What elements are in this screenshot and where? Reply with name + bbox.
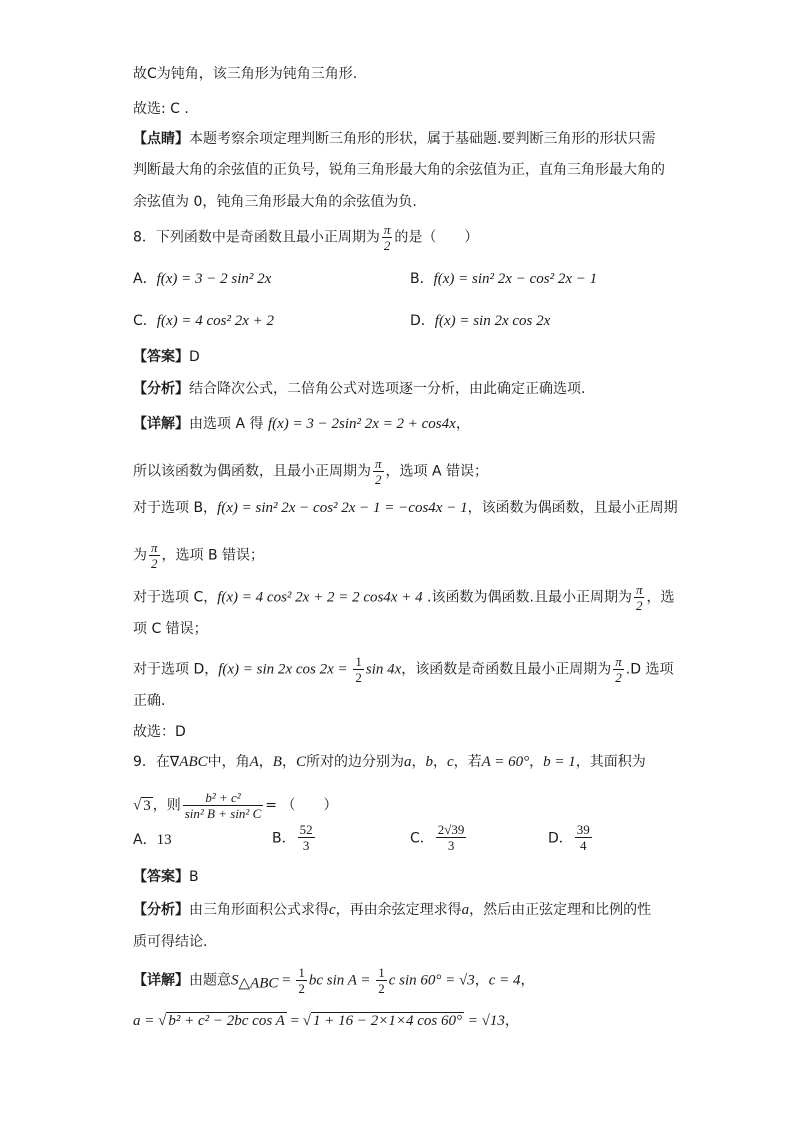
q9-analysis-1: 【分析】由三角形面积公式求得c，再由余弦定理求得a，然后由正弦定理和比例的性	[133, 902, 652, 918]
q9-detail-1: 【详解】由题意$S_{\triangle ABC}$ = $\frac{1}{2}$ bc sin A = $\frac{1}{2}$ c sin 60° = √3，c = 4，	[133, 965, 535, 996]
dianjing-text-1: 本题考察余项定理判断三角形的形状，属于基础题.要判断三角形的形状只需	[189, 131, 656, 147]
q8-option-b: B．f(x) = sin² 2x − cos² 2x − 1	[410, 271, 598, 287]
q9-sqrt-expr-1: √ b² + c² − 2bc cos A	[158, 1013, 285, 1029]
q8-detail-8: 正确.	[133, 693, 166, 709]
q8-detail-4: 为 $\frac{\pi}{2}$ ，选项 B 错误；	[133, 540, 265, 571]
q9-option-c-fraction: $\frac{2√39}{3}$	[437, 822, 465, 853]
q9-half-fraction-1: $\frac{1}{2}$	[298, 965, 305, 996]
q9-stem-1: 9．在∇ABC中，角A，B，C所对的边分别为a，b，c，若A = 60°，b = 1，其面积为	[133, 754, 646, 770]
q9-sqrt3: √ 3	[133, 797, 151, 814]
q8-option-d: D．f(x) = sin 2x cos 2x	[410, 313, 551, 329]
q9-analysis-2: 质可得结论．	[133, 934, 217, 950]
q8-period-fraction: $\frac{\pi}{2}$	[375, 456, 382, 487]
q9-option-c: C． $\frac{2√39}{3}$	[410, 822, 465, 853]
q8-detail-9: 故选：D	[133, 724, 186, 740]
prev-conclusion: 故C为钝角，该三角形为钝角三角形.	[133, 66, 358, 82]
q8-stem	[133, 222, 478, 253]
q8-half-fraction: $\frac{1}{2}$	[355, 654, 362, 685]
q8-period-fraction-d: $\frac{\pi}{2}$	[615, 654, 622, 685]
q8-detail-6: 项 C 错误；	[133, 621, 208, 637]
dianjing-tag: 【点睛】	[133, 131, 189, 147]
q9-main-fraction: $\frac{\text{b² + c²}}{\text{sin² B + sin² C}}$	[184, 790, 262, 821]
dianjing-line-1	[133, 129, 655, 149]
q8-answer: 【答案】D	[133, 349, 200, 365]
q8-option-c: C．f(x) = 4 cos² 2x + 2	[133, 313, 274, 329]
dianjing-line-2: 判断最大角的余弦值的正负号，锐角三角形最大角的余弦值为正，直角三角形最大角的	[133, 162, 665, 178]
q8-stem-text: 8．下列函数中是奇函数且最小正周期为	[133, 229, 380, 246]
q8-analysis: 【分析】结合降次公式，二倍角公式对选项逐一分析，由此确定正确选项.	[133, 381, 586, 397]
q9-half-fraction-2: $\frac{1}{2}$	[378, 965, 385, 996]
q8-period-fraction-c: $\frac{\pi}{2}$	[635, 582, 643, 613]
q9-sqrt-expr-2: √ 1 + 16 − 2×1×4 cos 60°	[302, 1013, 462, 1029]
dianjing-line-3: 余弦值为 0，钝角三角形最大角的余弦值为负.	[133, 194, 417, 210]
q9-answer: 【答案】B	[133, 869, 199, 885]
q9-option-d: D． $\frac{39}{4}$	[548, 822, 590, 853]
q8-stem-fraction: $\frac{\pi}{2}$	[383, 222, 391, 253]
q8-detail-3: 对于选项 B，f(x) = sin² 2x − cos² 2x − 1 = −cos4x − 1，该函数为偶函数，且最小正周期	[133, 500, 678, 516]
q9-option-b: B． $\frac{52}{3}$	[272, 822, 313, 853]
q8-stem-tail: 的是（ ）	[394, 229, 479, 246]
prev-choice: 故选: C .	[133, 101, 189, 117]
q9-detail-2: a = √ b² + c² − 2bc cos A = √ 1 + 16 − 2×1×4 cos 60° = √13，	[133, 1013, 519, 1029]
q8-option-a: A．f(x) = 3 − 2 sin² 2x	[133, 271, 272, 287]
q8-detail-7: 对于选项 D，f(x) = sin 2x cos 2x = $\frac{1}{2}$ sin 4x，该函数是奇函数且最小正周期为 $\frac{\pi}{2}$ .D 选项	[133, 654, 674, 685]
q8-detail-2: 所以该函数为偶函数，且最小正周期为 $\frac{\pi}{2}$ ，选项 A 错误；	[133, 456, 488, 487]
q9-option-a: A．13	[133, 832, 172, 848]
q8-detail-1: 【详解】由选项 A 得 f(x) = 3 − 2sin² 2x = 2 + cos4x，	[133, 416, 470, 432]
q9-stem-2: √ 3 ，则 $\frac{\text{b² + c²}}{\text{sin² B + sin² C}}$ = （ ）	[133, 790, 338, 821]
q9-option-b-fraction: $\frac{52}{3}$	[299, 822, 313, 853]
q9-option-d-fraction: $\frac{39}{4}$	[576, 822, 590, 853]
q8-detail-5: 对于选项 C，f(x) = 4 cos² 2x + 2 = 2 cos4x + 4 .该函数为偶函数.且最小正周期为 $\frac{\pi}{2}$ ，选	[133, 582, 675, 613]
q8-period-fraction-b: $\frac{\pi}{2}$	[151, 540, 158, 571]
